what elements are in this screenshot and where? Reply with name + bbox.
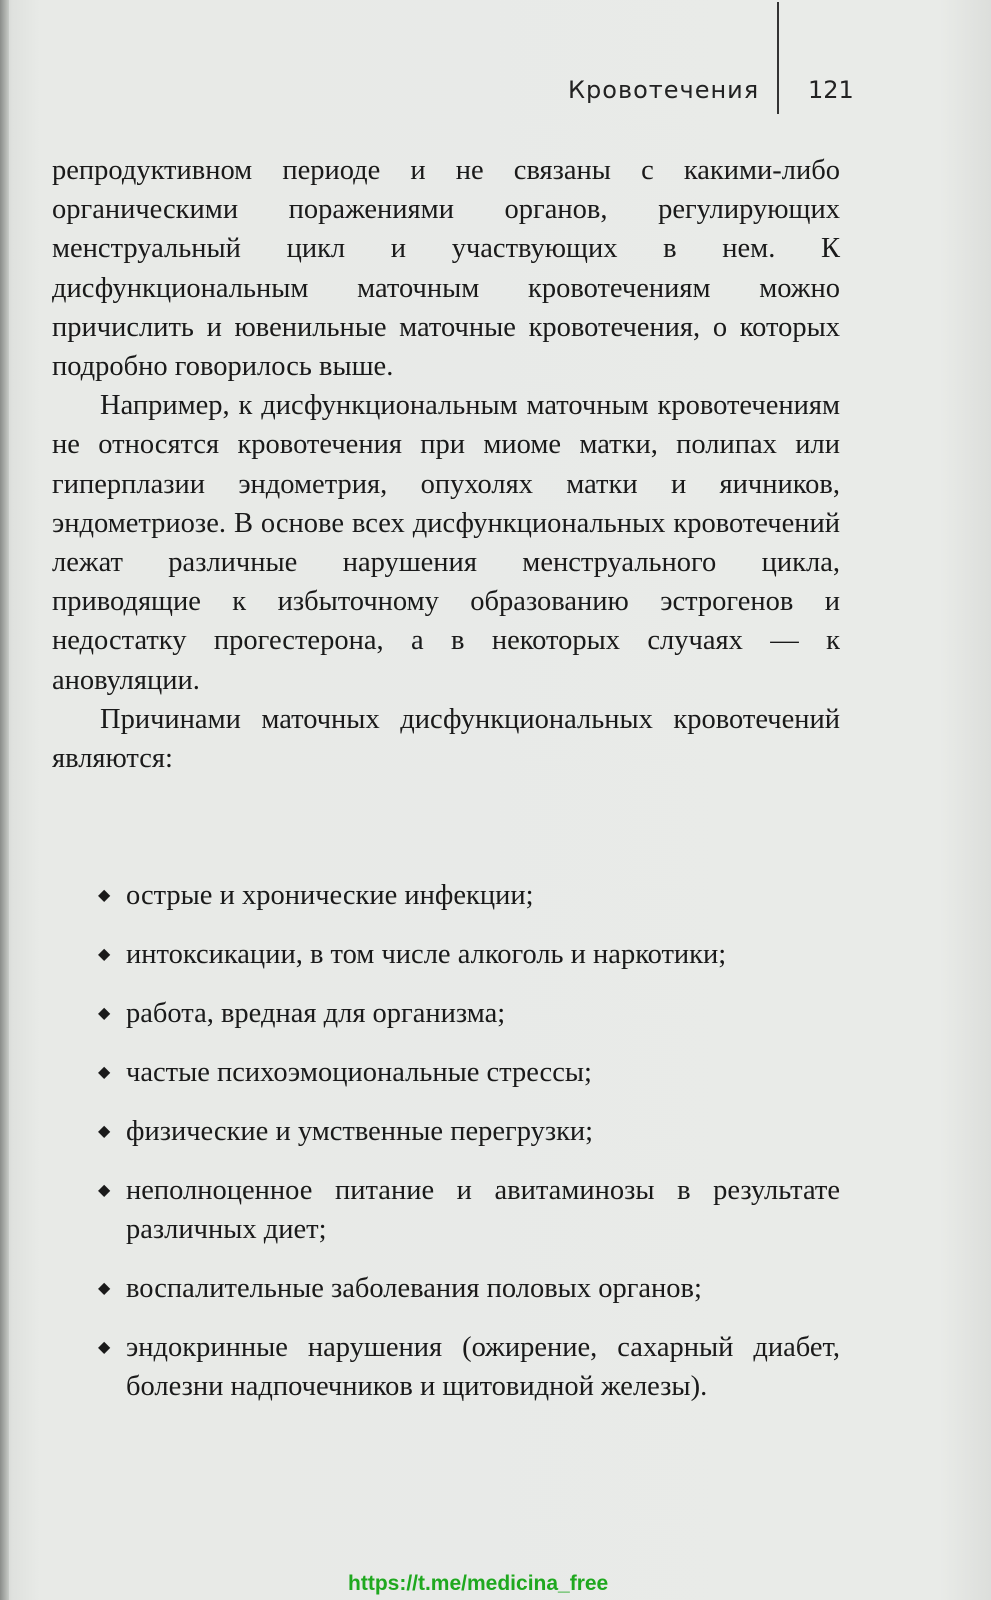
list-item: [98, 1112, 840, 1151]
running-header: [560, 72, 860, 116]
list-item-text: интоксикации, в том числе алкоголь и наркотики;: [126, 939, 727, 970]
list-item-text: эндокринные нарушения (ожирение, сахарный диабет, болезни надпочечников и щитовидной железы).: [126, 1332, 840, 1402]
list-item-text: физические и умственные перегрузки;: [126, 1116, 594, 1147]
page-binding-shadow: [0, 0, 9, 1600]
list-item-text: неполноценное питание и авитаминозы в результате различных диет;: [126, 1175, 840, 1245]
bullet-icon: ◆: [98, 887, 111, 904]
list-item-text: воспалительные заболевания половых органов;: [126, 1273, 702, 1304]
list-item: [98, 876, 840, 915]
list-item-text: работа, вредная для организма;: [126, 998, 506, 1029]
list-item-text: острые и хронические инфекции;: [126, 880, 534, 911]
body-text: [52, 151, 840, 778]
telegram-link[interactable]: https://t.me/medicina_free: [348, 1572, 609, 1595]
list-item: [98, 1328, 840, 1406]
list-item: [98, 1053, 840, 1092]
bullet-icon: ◆: [98, 1339, 111, 1356]
list-item: [98, 935, 840, 974]
bullet-icon: ◆: [98, 946, 111, 963]
bullet-icon: ◆: [98, 1280, 111, 1297]
bullet-icon: ◆: [98, 1182, 111, 1199]
paragraph-3: Причинами маточных дисфункциональных кровотечений являются:: [52, 703, 840, 775]
list-item: [98, 994, 840, 1033]
bullet-icon: ◆: [98, 1005, 111, 1022]
bullet-icon: ◆: [98, 1123, 111, 1140]
paragraph-2: Например, к дисфункциональным маточным кровотечениям не относятся кровотечения при миоме матки, полипах или гиперплазии эндометрия, опухолях матки и яичников, эндометриозе. В основе всех дисфункциональных кровотечений лежат различные нарушения менструального цикла, приводящие к избыточному образованию эстрогенов и недостатку прогестерона, а в некоторых случаях — к ановуляции.: [52, 390, 840, 696]
list-item: [98, 1269, 840, 1308]
header-title: Кровотечения: [568, 76, 760, 104]
page-number: 121: [808, 76, 854, 104]
list-item: [98, 1171, 840, 1249]
bullet-icon: ◆: [98, 1064, 111, 1081]
header-divider: [777, 2, 779, 114]
list-item-text: частые психоэмоциональные стрессы;: [126, 1057, 592, 1088]
paragraph-1: репродуктивном периоде и не связаны с какими-либо органическими поражениями органов, регулирующих менструальный цикл и участвующих в нем. К дисфункциональным маточным кровотечениям можно причислить и ювенильные маточные кровотечения, о которых подробно говорилось выше.: [52, 155, 840, 383]
